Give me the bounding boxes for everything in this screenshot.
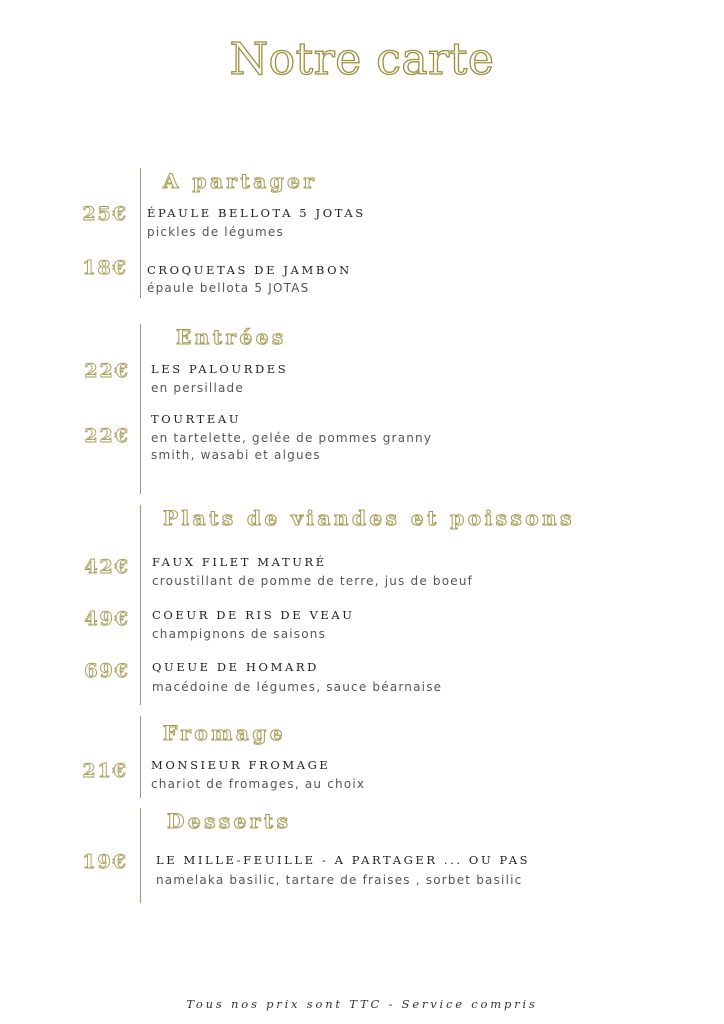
dish-name: ÉPAULE BELLOTA 5 JOTAS [147, 206, 366, 220]
dish-name: LES PALOURDES [151, 362, 289, 376]
dish-description: namelaka basilic, tartare de fraises , sorbet basilic [156, 873, 523, 887]
dish-description: en tartelette, gelée de pommes granny [151, 431, 433, 445]
price: 25€ [82, 203, 128, 225]
section-title-desserts: Desserts [167, 809, 292, 833]
dish-description: pickles de légumes [147, 225, 284, 239]
price: 21€ [82, 760, 128, 782]
section-title-fromage: Fromage [163, 721, 287, 745]
section-title-entrees: Entrées [176, 325, 287, 349]
section-title-plats: Plats de viandes et poissons [163, 506, 575, 530]
dish-description: macédoine de légumes, sauce béarnaise [152, 680, 443, 694]
page-title: Notre carte [229, 34, 495, 85]
dish-name: CROQUETAS DE JAMBON [147, 263, 352, 277]
dish-description: épaule bellota 5 JOTAS [147, 281, 310, 295]
dish-description: chariot de fromages, au choix [151, 777, 366, 791]
dish-description: en persillade [151, 381, 244, 395]
price: 18€ [82, 257, 128, 279]
section-divider [140, 808, 141, 903]
dish-name: QUEUE DE HOMARD [152, 660, 319, 674]
dish-name: LE MILLE-FEUILLE - A PARTAGER ... OU PAS [156, 853, 531, 867]
dish-name: TOURTEAU [151, 412, 242, 426]
price: 42€ [84, 556, 130, 578]
section-divider [140, 324, 141, 494]
section-divider [140, 168, 141, 298]
price: 19€ [82, 851, 128, 873]
dish-description: croustillant de pomme de terre, jus de boeuf [152, 574, 474, 588]
section-divider [140, 716, 141, 798]
price: 22€ [84, 425, 130, 447]
dish-description: champignons de saisons [152, 627, 327, 641]
dish-name: COEUR DE RIS DE VEAU [152, 608, 355, 622]
footer-note: Tous nos prix sont TTC - Service compris [186, 997, 538, 1011]
price: 49€ [84, 608, 130, 630]
dish-description-line2: smith, wasabi et algues [151, 448, 321, 462]
price: 22€ [84, 360, 130, 382]
section-divider [140, 505, 141, 705]
dish-name: MONSIEUR FROMAGE [151, 758, 331, 772]
section-title-a-partager: A partager [163, 169, 318, 193]
dish-name: FAUX FILET MATURÉ [152, 555, 327, 569]
price: 69€ [84, 660, 130, 682]
